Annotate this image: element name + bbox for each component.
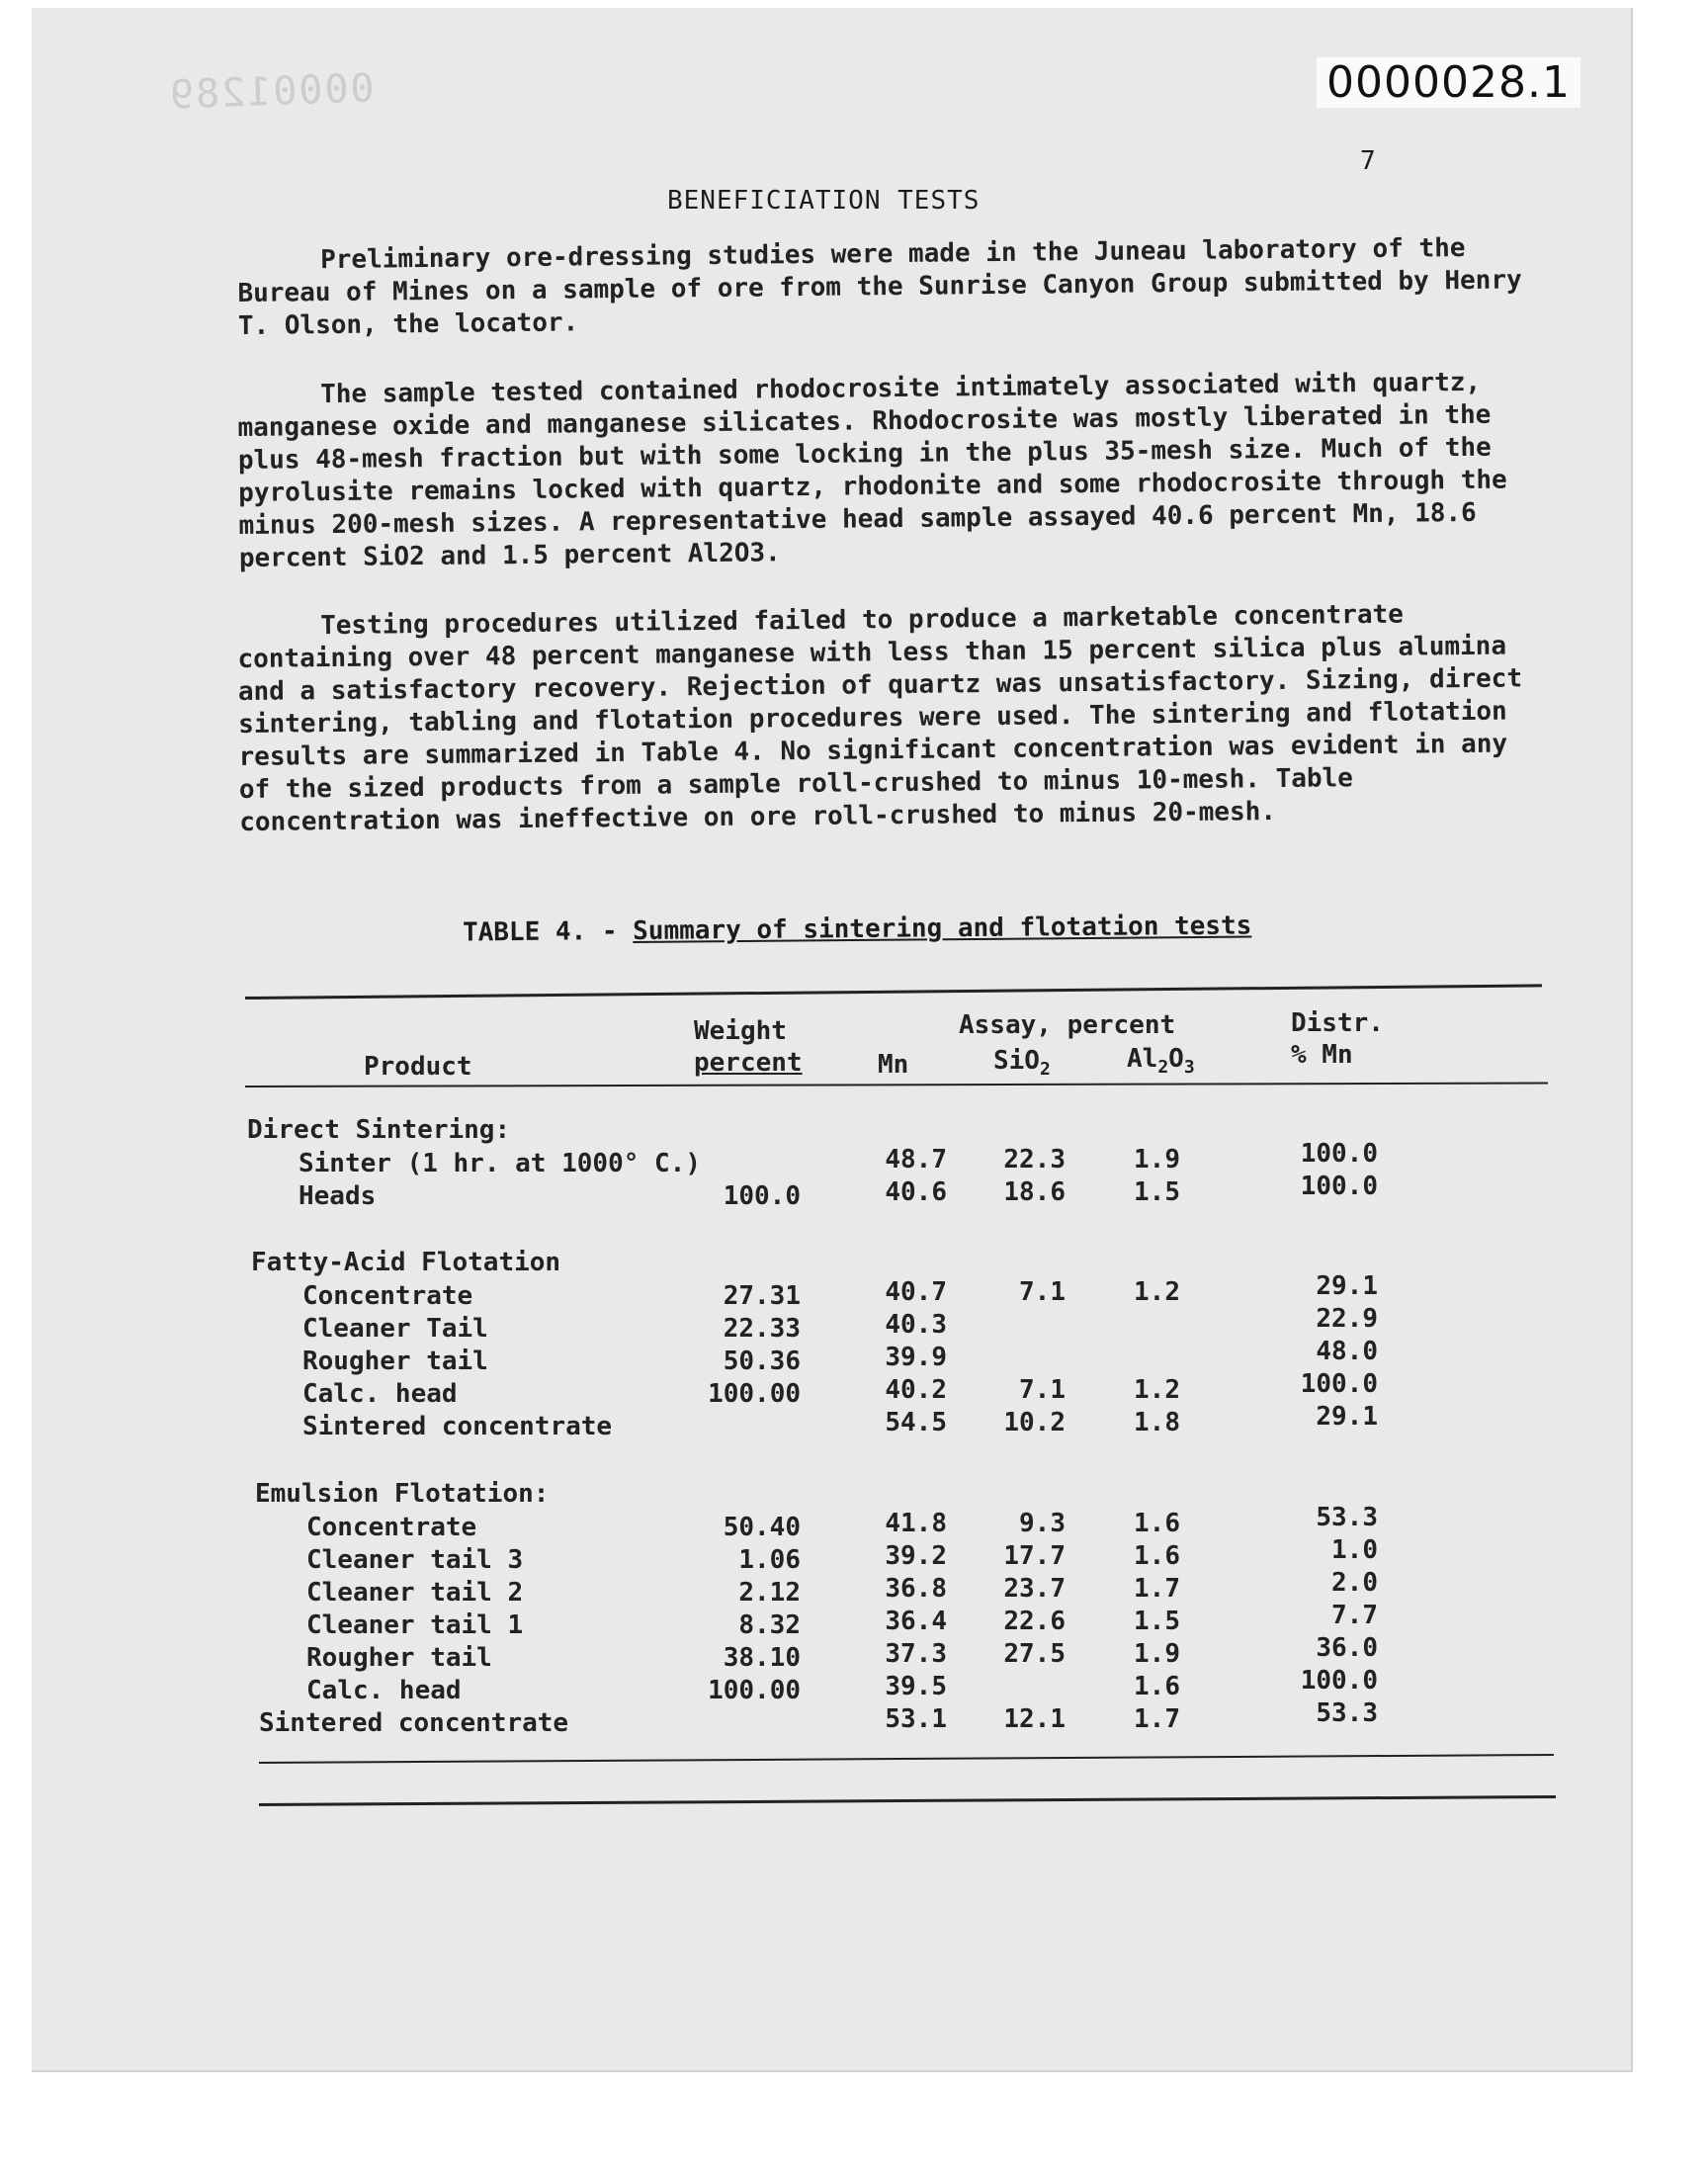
table-cell-sio2: 12.1: [1003, 1704, 1066, 1735]
table-cell-mn: 40.3: [885, 1309, 947, 1340]
header-sio2: SiO$_2$: [993, 1046, 1051, 1081]
header-distr-top: Distr.: [1291, 1008, 1384, 1038]
table-cell-weight: 27.31: [723, 1280, 801, 1311]
table-cell-mn: 36.8: [885, 1573, 947, 1604]
table-row-product: Sintered concentrate: [302, 1411, 613, 1441]
table-cell-sio2: 7.1: [1019, 1276, 1066, 1307]
table-cell-sio2: 9.3: [1019, 1508, 1066, 1538]
table-title-prefix: TABLE 4. -: [462, 916, 618, 948]
table-cell-sio2: 10.2: [1003, 1407, 1066, 1437]
header-al2o3: $Al_2O_3$: [1127, 1044, 1195, 1079]
table-cell-mn: 40.7: [885, 1276, 947, 1307]
table-cell-sio2: 22.6: [1003, 1606, 1066, 1636]
table-cell-sio2: 27.5: [1003, 1638, 1066, 1669]
table-cell-al2o3: 1.7: [1134, 1704, 1180, 1735]
section-label: Fatty-Acid Flotation: [251, 1248, 561, 1277]
table-row-product: Rougher tail: [302, 1346, 488, 1376]
table-row-product: Cleaner Tail: [302, 1313, 488, 1344]
table-cell-mn: 48.7: [885, 1144, 947, 1174]
table-cell-mn: 40.2: [885, 1374, 947, 1405]
table-cell-weight: 50.40: [723, 1512, 801, 1542]
paragraph-3: Testing procedures utilized failed to produce a marketable concentrate containing over 48 percent manganese with less than 15 percent silica plus alumina and a satisfactory recovery. Rejection of quartz was unsatisfactory. Sizing, direct sintering, tabling and flotation procedures were used. The sintering and flotation results are summarized in Table 4. No significant concentration was evident in any of the sized products from a sample roll-crushed to minus 10-mesh. Table concentration was ineffective on ore roll-crushed to minus 20-mesh.: [237, 599, 1523, 837]
table-cell-al2o3: 1.6: [1134, 1508, 1180, 1538]
table-cell-weight: 100.00: [708, 1378, 801, 1409]
section-label: Emulsion Flotation:: [255, 1479, 550, 1509]
table-cell-mn: 53.1: [885, 1704, 947, 1735]
table-cell-weight: 50.36: [723, 1346, 801, 1376]
table-cell-mn: 37.3: [885, 1638, 947, 1669]
table-title-text: Summary of sintering and flotation tests: [633, 911, 1252, 946]
faint-mirrored-stamp: 00001289: [167, 65, 376, 119]
table-row-product: Calc. head: [306, 1676, 462, 1705]
table-cell-mn: 40.6: [885, 1176, 947, 1207]
table-cell-weight: 38.10: [723, 1642, 801, 1673]
table-cell-al2o3: 1.5: [1134, 1606, 1180, 1636]
table-cell-distr: 2.0: [1331, 1567, 1378, 1598]
table-cell-mn: 36.4: [885, 1606, 947, 1636]
table-cell-distr: 100.0: [1300, 1666, 1378, 1696]
table-cell-sio2: 7.1: [1019, 1374, 1066, 1405]
section-label: Direct Sintering:: [247, 1115, 511, 1145]
table-cell-distr: 53.3: [1316, 1502, 1378, 1532]
table-cell-distr: 53.3: [1316, 1698, 1378, 1729]
table-cell-mn: 54.5: [885, 1407, 947, 1437]
table-cell-sio2: 22.3: [1003, 1144, 1066, 1174]
table-cell-mn: 39.2: [885, 1540, 947, 1571]
table-cell-weight: 100.00: [708, 1676, 801, 1705]
table-cell-al2o3: 1.6: [1134, 1672, 1180, 1701]
table-row-product: Heads: [299, 1180, 377, 1211]
table-row-product: Calc. head: [302, 1378, 458, 1409]
header-weight-bottom: percent: [694, 1048, 803, 1078]
paragraph-1: Preliminary ore-dressing studies were made in the Juneau laboratory of the Bureau of Mines on a sample of ore from the Sunrise Canyon Group submitted by Henry T. Olson, the locator.: [237, 232, 1522, 341]
table-cell-weight: 100.0: [723, 1180, 801, 1211]
table-cell-mn: 39.9: [885, 1342, 947, 1372]
table-cell-distr: 29.1: [1316, 1270, 1378, 1301]
table-cell-al2o3: 1.5: [1134, 1176, 1180, 1207]
document-stamp-number: 0000028.1: [1317, 57, 1580, 108]
table-cell-sio2: 23.7: [1003, 1573, 1066, 1604]
scan-margin: [0, 2088, 1708, 2175]
table-cell-sio2: 17.7: [1003, 1540, 1066, 1571]
table-cell-distr: 7.7: [1331, 1600, 1378, 1630]
table-row-product: Cleaner tail 1: [306, 1610, 524, 1640]
table-cell-distr: 100.0: [1300, 1368, 1378, 1399]
table-row-product: Concentrate: [306, 1512, 477, 1542]
paragraph-2: The sample tested contained rhodocrosite intimately associated with quartz, manganese oxide and manganese silicates. Rhodocrosite was mostly liberated in the plus 48-mesh fraction but with some locking in the plus 35-mesh size. Much of the pyrolusite remains locked with quartz, rhodonite and some rhodocrosite through the minus 200-mesh sizes. A representative head sample assayed 40.6 percent Mn, 18.6 percent SiO2 and 1.5 percent Al2O3.: [237, 367, 1507, 573]
table-cell-mn: 41.8: [885, 1508, 947, 1538]
table-cell-weight: 2.12: [738, 1577, 801, 1608]
section-heading: BENEFICIATION TESTS: [667, 186, 981, 216]
table-cell-al2o3: 1.2: [1134, 1374, 1180, 1405]
table-row-product: Rougher tail: [306, 1642, 492, 1673]
table-row-product: Sintered concentrate: [259, 1708, 569, 1739]
table-cell-al2o3: 1.9: [1134, 1638, 1180, 1669]
table-cell-distr: 36.0: [1316, 1632, 1378, 1663]
table-cell-al2o3: 1.8: [1134, 1407, 1180, 1437]
header-mn: Mn: [878, 1050, 909, 1080]
table-row-product: Sinter (1 hr. at 1000° C.): [299, 1148, 701, 1178]
table-cell-distr: 29.1: [1316, 1401, 1378, 1432]
table-cell-weight: 8.32: [738, 1610, 801, 1640]
table-row-product: Cleaner tail 3: [306, 1544, 524, 1575]
header-assay: Assay, percent: [959, 1010, 1176, 1040]
header-product: Product: [364, 1052, 472, 1082]
table-cell-distr: 1.0: [1331, 1534, 1378, 1565]
header-weight-top: Weight: [694, 1016, 787, 1046]
table-cell-distr: 100.0: [1300, 1171, 1378, 1201]
table-cell-al2o3: 1.6: [1134, 1540, 1180, 1571]
table-cell-weight: 22.33: [723, 1313, 801, 1344]
table-cell-al2o3: 1.9: [1134, 1144, 1180, 1174]
table-cell-distr: 22.9: [1316, 1303, 1378, 1334]
table-cell-mn: 39.5: [885, 1672, 947, 1701]
header-distr-bottom: % Mn: [1291, 1040, 1353, 1070]
page-number: 7: [1360, 146, 1376, 176]
table-cell-al2o3: 1.2: [1134, 1276, 1180, 1307]
table-row-product: Concentrate: [302, 1280, 473, 1311]
table-cell-sio2: 18.6: [1003, 1176, 1066, 1207]
table-row-product: Cleaner tail 2: [306, 1577, 524, 1608]
table-cell-al2o3: 1.7: [1134, 1573, 1180, 1604]
table-cell-weight: 1.06: [738, 1544, 801, 1575]
table-cell-distr: 48.0: [1316, 1336, 1378, 1366]
table-cell-distr: 100.0: [1300, 1138, 1378, 1169]
